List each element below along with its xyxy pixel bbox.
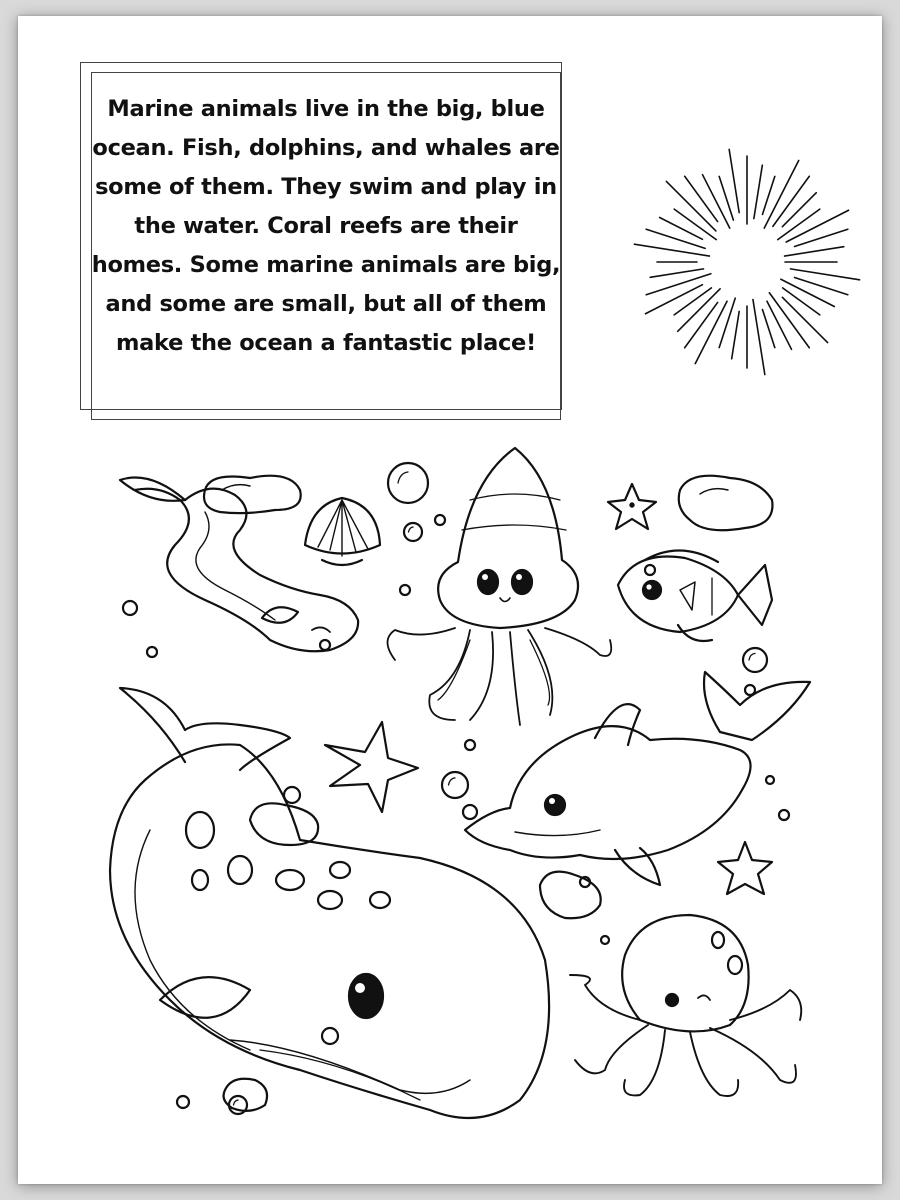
sun-ray <box>762 310 774 348</box>
bubble <box>743 648 767 672</box>
bubble <box>465 740 475 750</box>
sun-ray <box>795 229 848 246</box>
starfish-icon <box>325 722 418 812</box>
sun-ray <box>685 176 718 221</box>
bubble <box>745 685 755 695</box>
sun-ray <box>646 229 705 248</box>
sun-ray <box>762 176 774 214</box>
worksheet-paragraph: Marine animals live in the big, blue ocean. Fish, dolphins, and whales are some of them. They swim and play in the water. Coral reefs are their homes. Some marine animals are big, and some are small, but all of them make the ocean a fantastic place! <box>91 96 561 356</box>
bubble <box>435 515 445 525</box>
bubble <box>400 585 410 595</box>
sun-ray <box>666 181 715 230</box>
fish-icon <box>618 550 772 641</box>
bubble <box>766 776 774 784</box>
sun-ray <box>767 301 792 349</box>
sun-ray <box>650 269 703 277</box>
bubble <box>779 810 789 820</box>
starfish-icon <box>608 484 656 529</box>
squid-icon <box>388 448 612 725</box>
sun-ray <box>685 302 718 347</box>
sunburst-icon <box>634 149 859 374</box>
shell-icon <box>305 498 380 565</box>
bubbles-icon <box>123 463 789 1114</box>
bubble <box>177 1096 189 1108</box>
whale-icon <box>110 688 549 1118</box>
sun-ray <box>782 193 816 227</box>
sun-ray <box>732 311 740 358</box>
bubble <box>284 787 300 803</box>
bubble <box>147 647 157 657</box>
sun-ray <box>783 288 820 315</box>
sun-ray <box>790 269 859 280</box>
bubble <box>404 523 422 541</box>
bubble-highlight <box>398 472 408 483</box>
eel-icon <box>120 478 358 652</box>
bubble <box>123 601 137 615</box>
bubble <box>229 1096 247 1114</box>
bubble <box>645 565 655 575</box>
sun-ray <box>678 289 720 331</box>
bubble <box>601 936 609 944</box>
sun-ray <box>795 277 848 294</box>
sun-ray <box>719 298 735 347</box>
bubble-highlight <box>749 653 755 660</box>
bubble <box>442 772 468 798</box>
sun-ray <box>719 176 733 220</box>
sun-ray <box>754 165 762 218</box>
bubble-highlight <box>449 778 456 785</box>
sun-ray <box>785 247 844 256</box>
bubble <box>388 463 428 503</box>
octopus-icon <box>570 915 801 1096</box>
bubble <box>463 805 477 819</box>
sun-ray <box>729 149 739 212</box>
sun-ray <box>645 285 702 314</box>
starfish-icon <box>718 842 772 894</box>
sun-ray <box>674 288 711 315</box>
bubble-highlight <box>234 1100 239 1105</box>
bubble-highlight <box>409 527 414 532</box>
sun-ray <box>769 293 809 348</box>
